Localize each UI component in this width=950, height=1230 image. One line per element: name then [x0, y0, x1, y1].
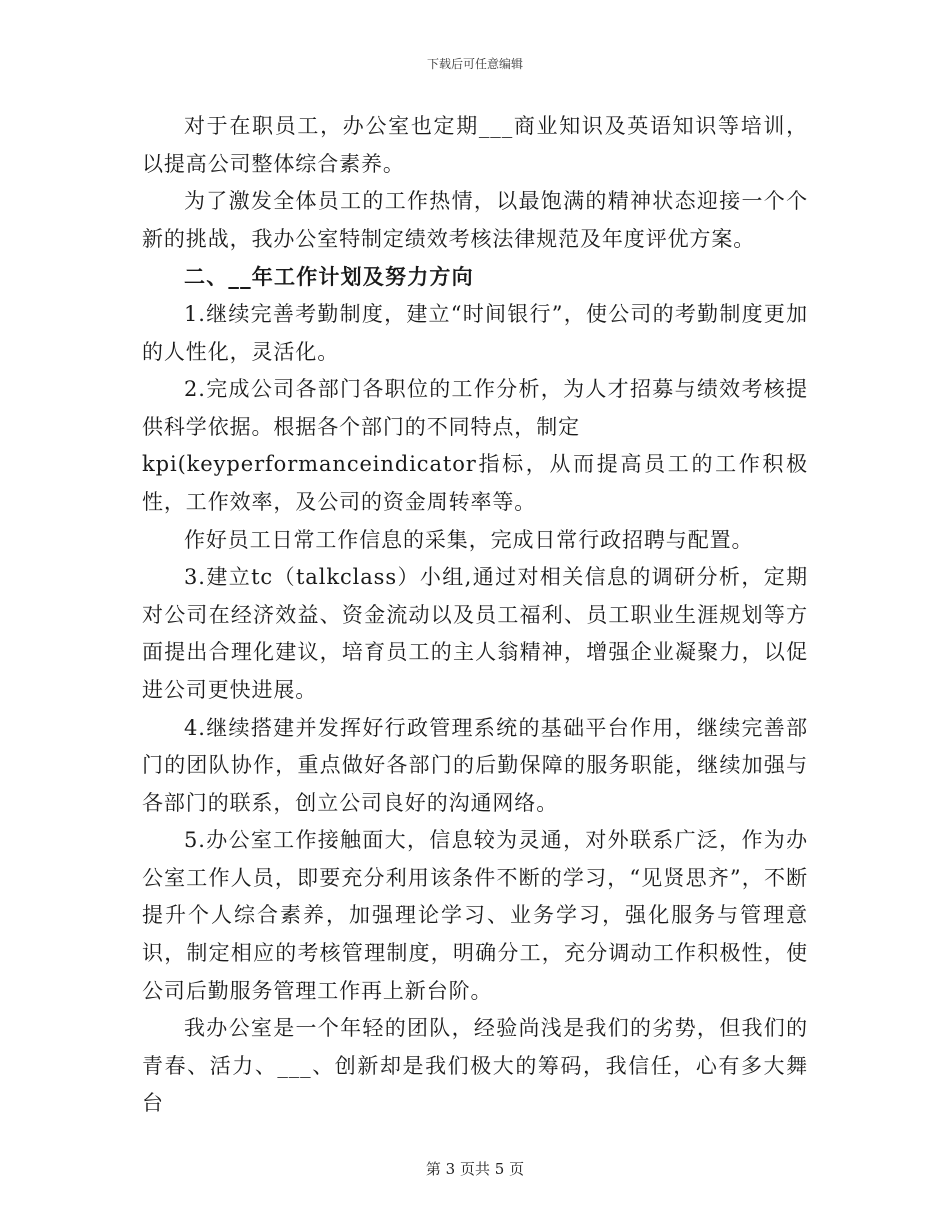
paragraph: 4.继续搭建并发挥好行政管理系统的基础平台作用，继续完善部门的团队协作，重点做好各部门的后勤保障的服务职能，继续加强与各部门的联系，创立公司良好的沟通网络。 [142, 715, 808, 815]
document-body [142, 108, 808, 1123]
paragraph: 3.建立tc（talkclass）小组,通过对相关信息的调研分析，定期对公司在经济效益、资金流动以及员工福利、员工职业生涯规划等方面提出合理化建议，培育员工的主人翁精神，增强企业凝聚力，以促进公司更快进展。 [142, 565, 808, 702]
paragraph: 作好员工日常工作信息的采集，完成日常行政招聘与配置。 [184, 527, 754, 552]
paragraph: 为了激发全体员工的工作热情，以最饱满的精神状态迎接一个个新的挑战，我办公室特制定绩效考核法律规范及年度评优方案。 [142, 189, 808, 251]
paragraph: 5.办公室工作接触面大，信息较为灵通，对外联系广泛，作为办公室工作人员，即要充分利用该条件不断的学习，“见贤思齐”，不断提升个人综合素养，加强理论学习、业务学习，强化服务与管理意识，制定相应的考核管理制度，明确分工，充分调动工作积极性，使公司后勤服务管理工作再上新台阶。 [142, 828, 808, 1003]
paragraph-continuation: kpi(keyperformanceindicator指标，从而提高员工的工作积极性，工作效率，及公司的资金周转率等。 [142, 452, 808, 514]
paragraph: 我办公室是一个年轻的团队，经验尚浅是我们的劣势，但我们的青春、活力、___、创新却是我们极大的筹码，我信任，心有多大舞台 [142, 1016, 808, 1116]
page-number: 第 3 页共 5 页 [425, 1160, 525, 1178]
paragraph: 1.继续完善考勤制度，建立“时间银行”，使公司的考勤制度更加的人性化，灵活化。 [142, 301, 808, 364]
page-header-note: 下载后可任意编辑 [426, 57, 523, 71]
paragraph: 2.完成公司各部门各职位的工作分析，为人才招募与绩效考核提供科学依据。根据各个部门的不同特点，制定 [142, 377, 808, 439]
section-heading: 二、__年工作计划及努力方向 [184, 264, 474, 290]
paragraph: 对于在职员工，办公室也定期___商业知识及英语知识等培训，以提高公司整体综合素养。 [142, 114, 808, 176]
